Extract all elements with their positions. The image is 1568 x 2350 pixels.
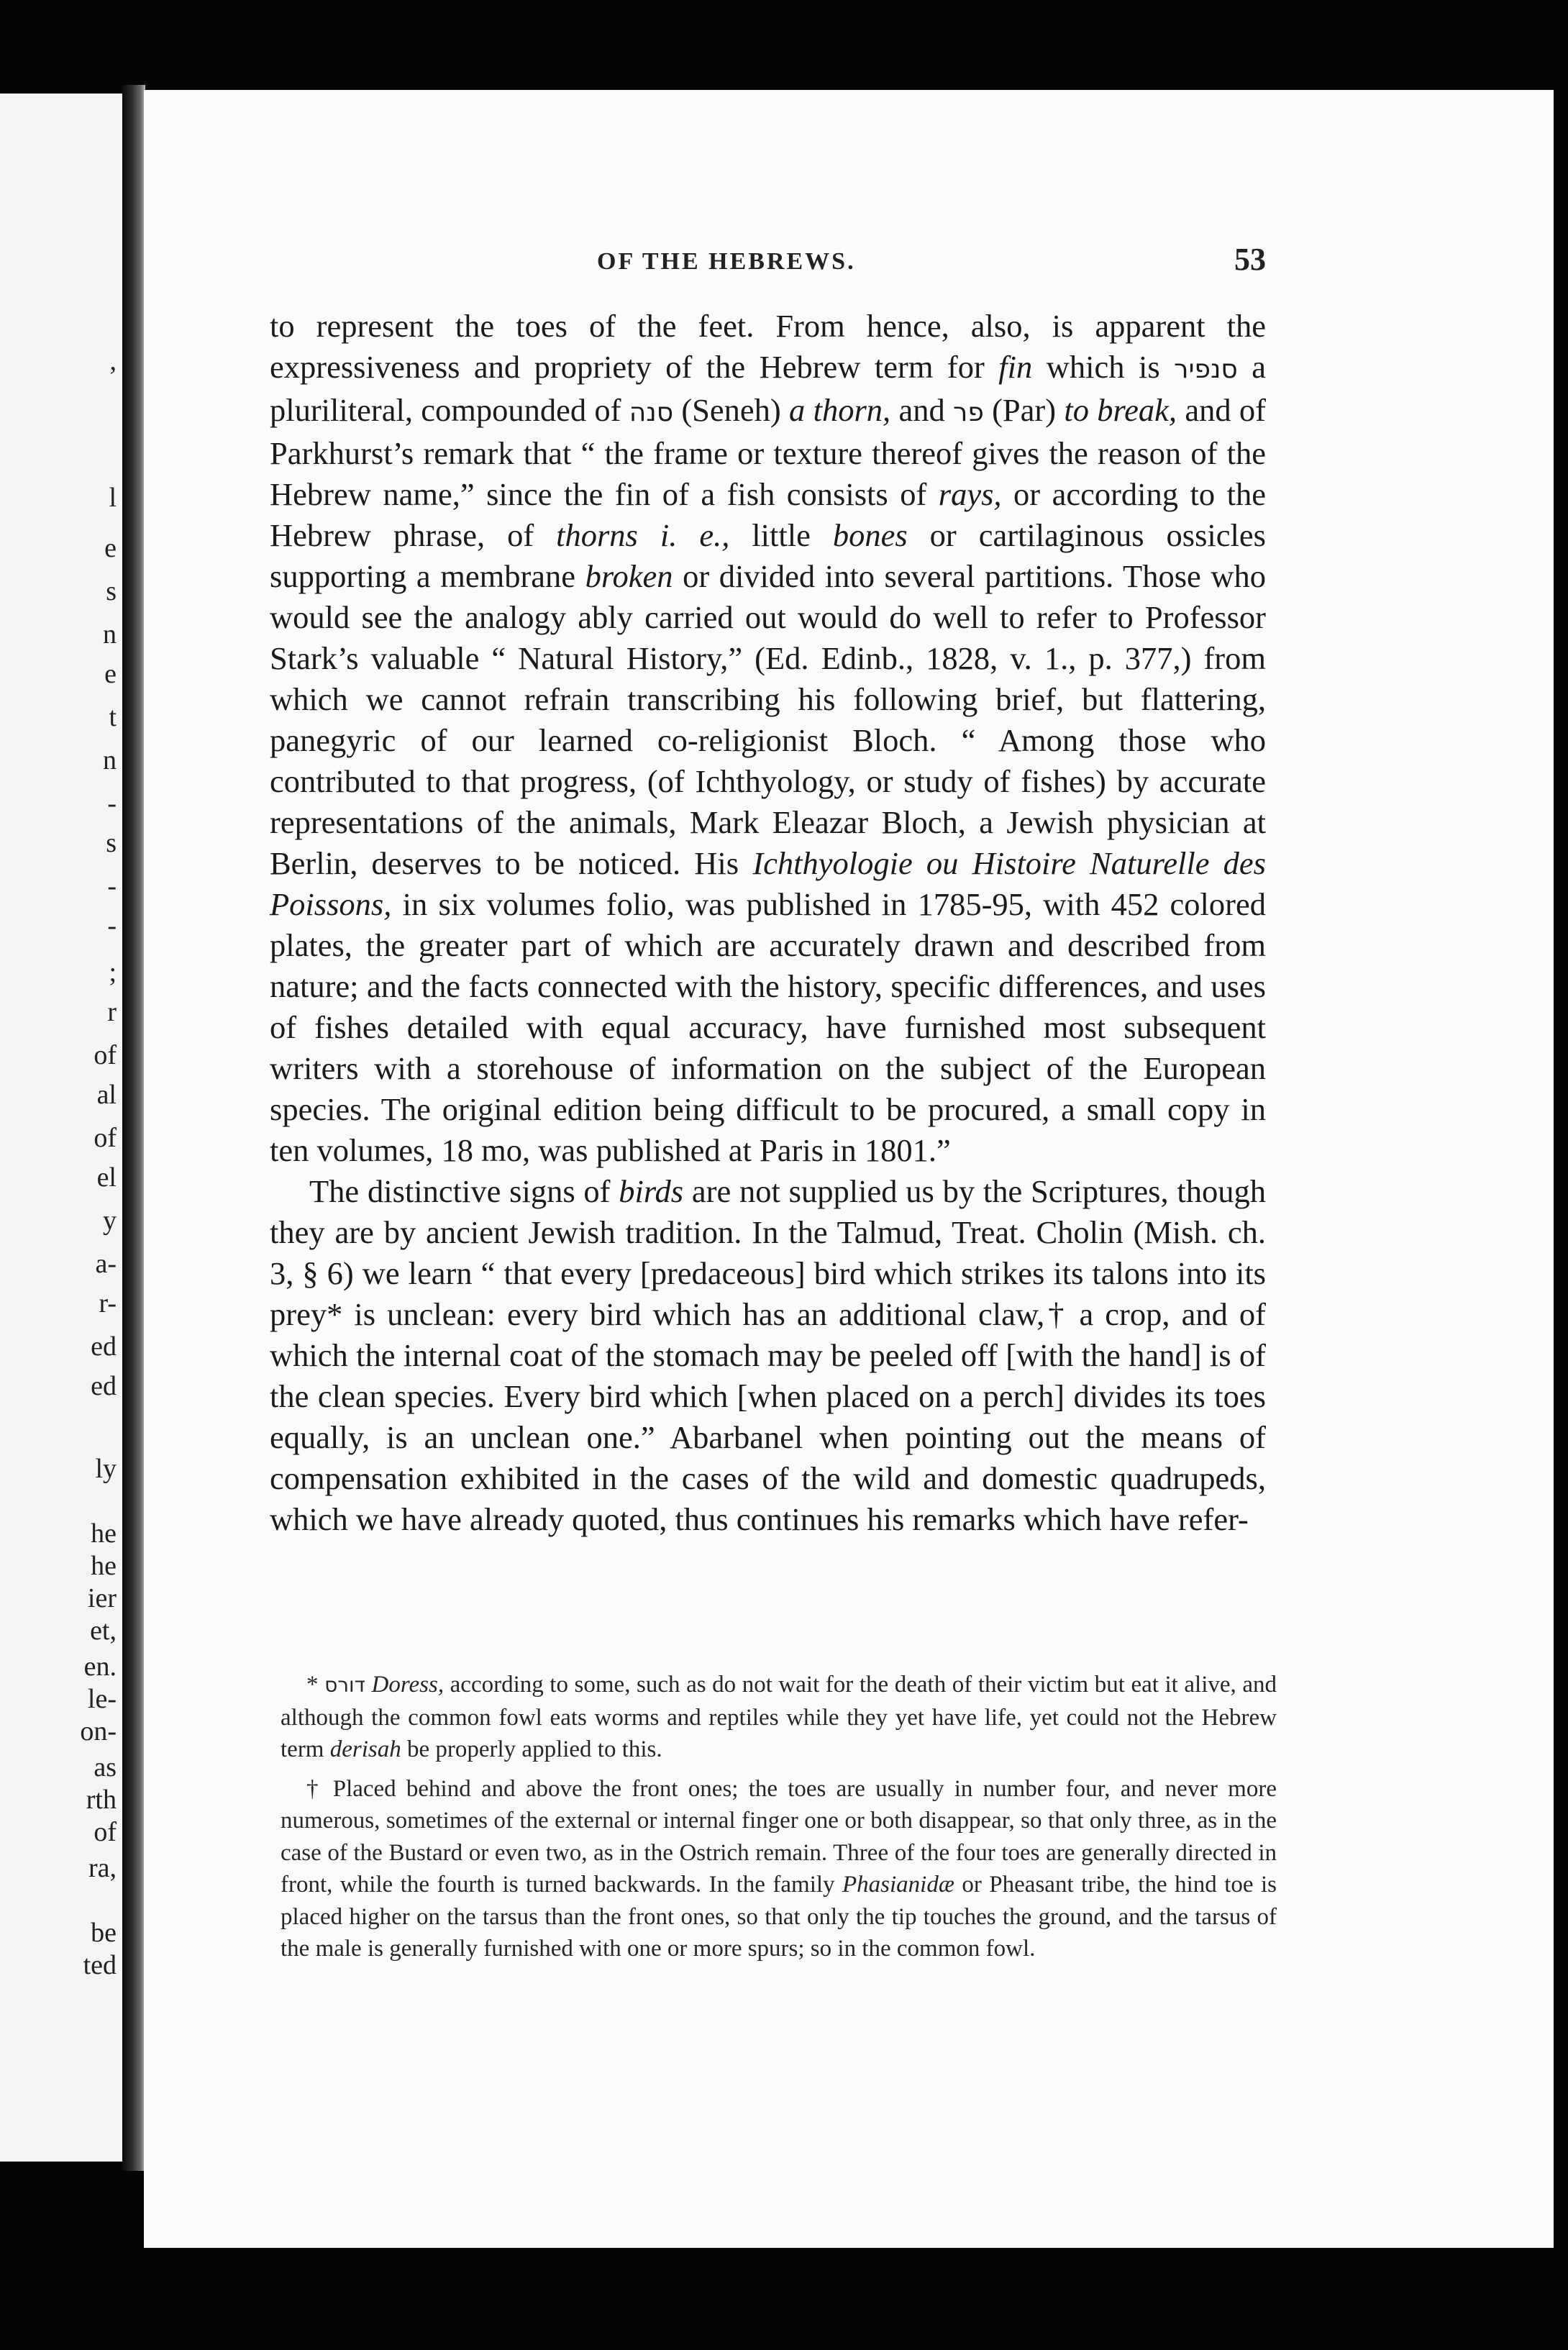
facing-page-fragment: ; [109, 957, 117, 988]
hebrew-word-doress: דורס [324, 1673, 365, 1697]
facing-page-fragment: ed [91, 1331, 117, 1362]
facing-page-fragment: ed [91, 1371, 117, 1401]
facing-page-fragment: al [96, 1080, 117, 1110]
facing-page-fragment: r [107, 997, 117, 1027]
facing-page-fragment: he [91, 1551, 117, 1581]
footnote-doress: * דורס Doress, according to some, such as do not wait for the death of their victim but eat it alive, and although the common fowl eats worms and reptiles while they yet have life, yet could not the Hebrew term derisah be properly applied to this. [281, 1672, 1277, 1762]
facing-page-fragment: of [94, 1123, 117, 1153]
facing-page-fragment: le- [87, 1684, 117, 1714]
scan-bottom-edge [144, 2248, 1554, 2350]
page-header [270, 241, 1266, 291]
facing-page-fragment: - [107, 871, 117, 901]
hebrew-word-seneh: סנה [629, 398, 674, 427]
facing-page-fragment: a- [95, 1249, 117, 1279]
book-gutter [122, 85, 145, 2171]
facing-page-fragment: he [91, 1518, 117, 1549]
facing-page-fragment: , [109, 346, 117, 376]
facing-page-fragment: rth [86, 1785, 117, 1815]
facing-page-fragment: n [103, 619, 117, 650]
facing-page-fragment: e [104, 659, 117, 689]
facing-page-fragment: et, [90, 1616, 117, 1646]
facing-page-fragment: on- [80, 1716, 117, 1746]
paragraph-fins: to represent the toes of the feet. From hence, also, is apparent the expressiveness and propriety of the Hebrew term for fin which is סנפיר a pluriliteral, compounded of סנה (Seneh) a thorn, and פר (Par) to break, and of Parkhurst’s remark that “ the frame or texture thereof gives the reason of the Hebrew name,” since the fin of a fish consists of rays, or according to the Hebrew phrase, of thorns i. e., little bones or cartilaginous ossicles supporting a membrane broken or divided into several partitions. Those who would see the analogy ably carried out would do well to refer to Professor Stark’s valuable “ Natural History,” (Ed. Edinb., 1828, v. 1., p. 377,) from which we cannot refrain transcribing his following brief, but flattering, panegyric of our learned co-religionist Bloch. “ Among those who contributed to that progress, (of Ichthyology, or study of fishes) by accurate representations of the animals, Mark Eleazar Bloch, a Jewish physician at Berlin, deserves to be noticed. His Ichthyologie ou Histoire Naturelle des Poissons, in six volumes folio, was published in 1785-95, with 452 colored plates, the greater part of which are accurately drawn and described from nature; and the facts connected with the history, specific differences, and uses of fishes detailed with equal accuracy, have furnished most subsequent writers with a storehouse of information on the subject of the European species. The original edition being difficult to be procured, a small copy in ten volumes, 18 mo, was published at Paris in 1801.” [270, 308, 1267, 1168]
facing-page-fragment: l [109, 483, 117, 513]
facing-page-fragment: - [107, 911, 117, 941]
body-text [270, 306, 1266, 1540]
facing-page-fragment: r- [99, 1288, 117, 1319]
facing-page-fragment: - [107, 788, 117, 819]
hebrew-word-senapir: סנפיר [1174, 355, 1238, 384]
facing-page-fragment: ly [95, 1454, 117, 1484]
footnotes [281, 1669, 1277, 1972]
facing-page-fragment: of [94, 1817, 117, 1847]
facing-page-fragment: en. [83, 1652, 117, 1682]
facing-page-fragment: n [103, 745, 117, 775]
page-number: 53 [1234, 242, 1266, 277]
facing-page-fragment: ted [83, 1950, 117, 1980]
facing-page-fragment: e [104, 533, 117, 563]
facing-page-fragment: t [109, 702, 117, 732]
hebrew-word-par: פר [953, 398, 984, 427]
facing-page-fragment: ier [87, 1583, 117, 1613]
facing-page-fragment: ra, [88, 1853, 117, 1883]
facing-page-fragment: el [96, 1162, 117, 1193]
facing-page-fragment: s [106, 576, 117, 606]
facing-page-fragment: of [94, 1040, 117, 1070]
facing-page-fragment: y [103, 1206, 117, 1236]
facing-page-fragment: as [94, 1752, 117, 1782]
paragraph-birds: The distinctive signs of birds are not supplied us by the Scriptures, though they are by ancient Jewish tradition. In the Talmud, Treat. Cholin (Mish. ch. 3, § 6) we learn “ that every [predaceous] bird which strikes its talons into its prey* is unclean: every bird which has an additional claw,† a crop, and of which the internal coat of the stomach may be peeled off [with the hand] is of the clean species. Every bird which [when placed on a perch] divides its toes equally, is an unclean one.” Abarbanel when pointing out the means of compensation exhibited in the cases of the wild and domestic quadrupeds, which we have already quoted, thus continues his remarks which have refer- [270, 1173, 1266, 1537]
footnote-toes: † Placed behind and above the front ones; the toes are usually in number four, and never more numerous, sometimes of the external or internal finger one or both disappear, so that only three, as in the case of the Bustard or even two, as in the Ostrich remain. Three of the four toes are generally directed in front, while the fourth is turned backwards. In the family Phasianidæ or Pheasant tribe, the hind toe is placed higher on the tarsus than the front ones, so that only the tip touches the ground, and the tarsus of the male is generally furnished with one or more spurs; so in the common fowl. [281, 1775, 1277, 1962]
facing-page-edge [0, 94, 122, 2162]
facing-page-fragment: s [106, 828, 117, 858]
facing-page-fragment: be [91, 1918, 117, 1948]
running-head: OF THE HEBREWS. [597, 248, 856, 275]
